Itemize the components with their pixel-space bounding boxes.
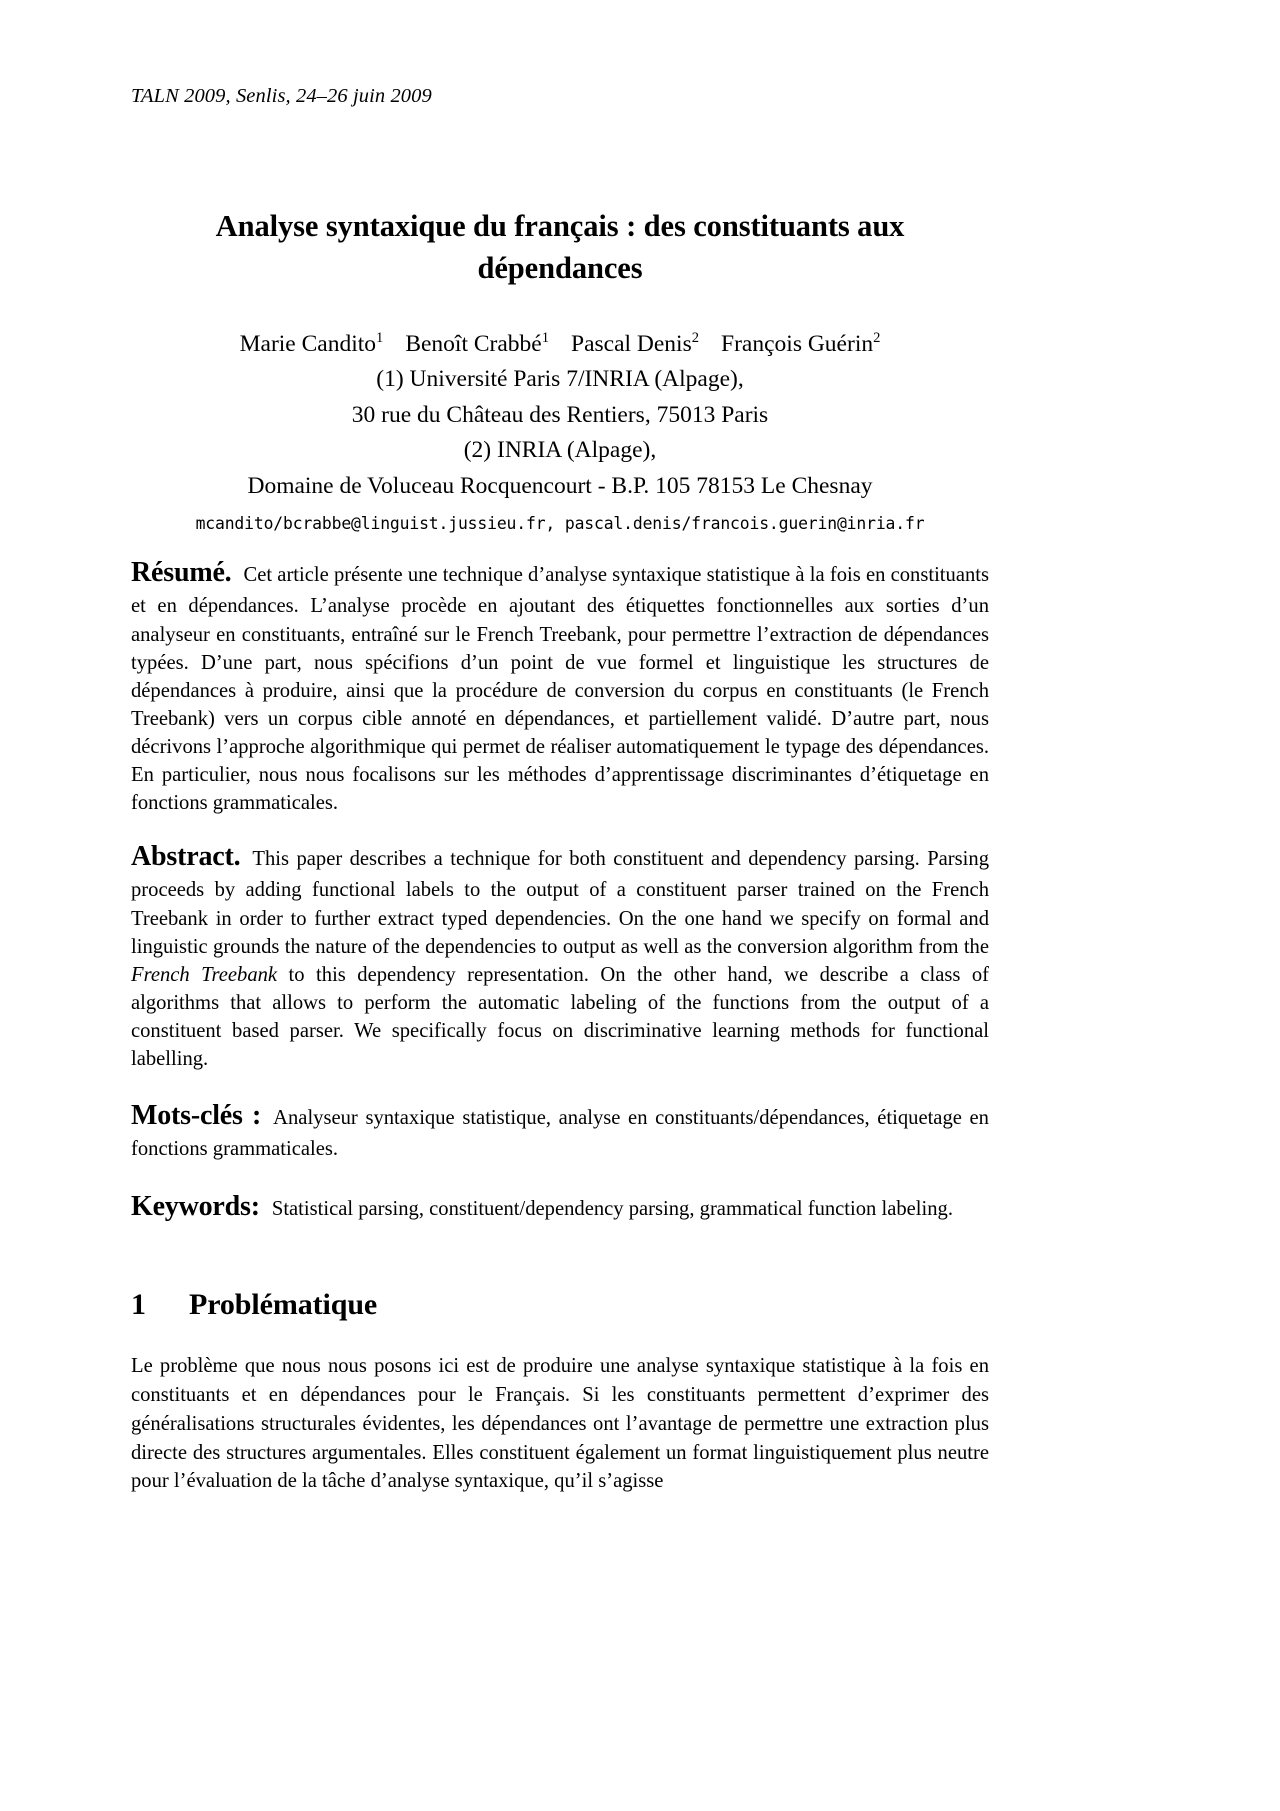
abstract-text-part-2: to this dependency representation. On the other hand, we describe a class of algorithms that allows to perform the automatic labeling of the functions from the output of a constituent based parser. We specifically focus on discriminative learning methods for functional labelling. <box>131 963 990 1071</box>
author-name-1: Marie Candito <box>239 330 377 357</box>
affiliation-line-1: (1) Université Paris 7/INRIA (Alpage), <box>376 366 744 393</box>
abstract-text-part-1: This paper describes a technique for both constituent and dependency parsing. Parsing proceeds by adding functional labels to the output of a constituent parser trained on the French Treebank in order to further extract typed dependencies. On the one hand we specify on formal and linguistic grounds the nature of the dependencies to output as well as the conversion algorithm from the <box>131 848 989 958</box>
page-title <box>131 205 989 289</box>
author-affiliation-mark-3: 2 <box>691 329 700 346</box>
author-emails: mcandito/bcrabbe@linguist.jussieu.fr, pascal.denis/francois.guerin@inria.fr <box>195 514 925 534</box>
abstract-label: Abstract. <box>131 841 241 873</box>
mots-cles-label: Mots-clés : <box>131 1100 262 1132</box>
author-affiliation-mark-4: 2 <box>873 329 881 346</box>
section-1-paragraph: Le problème que nous nous posons ici est de produire une analyse syntaxique statistique à la fois en constituants et en dépendances pour le Français. Si les constituants permettent d’exprimer des généralisations structurales évidentes, les dépendances ont l’avantage de permettre une extraction plus directe des structures argumentales. Elles constituent également un format linguistiquement plus neutre pour l’évaluation de la tâche d’analyse syntaxique, qu’il s’agisse <box>131 1354 989 1493</box>
mots-cles-text: Analyseur syntaxique statistique, analyse en constituants/dépendances, étiquetage en fonctions grammaticales. <box>131 1107 989 1161</box>
keywords-label: Keywords: <box>131 1190 260 1222</box>
resume-text: Cet article présente une technique d’analyse syntaxique statistique à la fois en constituants et en dépendances. L’analyse procède en ajoutant des étiquettes fonctionnelles aux sorties d’un analyseur en constituants, entraîné sur le French Treebank, pour permettre l’extraction de dépendances typées. D’une part, nous spécifions d’un point de vue formel et linguistique les structures de dépendances à produire, ainsi que la procédure de conversion du corpus en constituants (le French Treebank) vers un corpus cible annoté en dépendances, et partiellement validé. D’autre part, nous décrivons l’approche algorithmique qui permet de réaliser automatiquement le typage des dépendances. En particulier, nous nous focalisons sur les méthodes d’apprentissage discriminantes d’étiquetage en fonctions grammaticales. <box>131 564 989 815</box>
affiliation-line-3: (2) INRIA (Alpage), <box>463 437 657 464</box>
author-name-4: François Guérin <box>721 330 874 357</box>
section-title: Problématique <box>189 1287 378 1321</box>
resume-label: Résumé. <box>131 557 232 589</box>
page-content-column <box>131 0 989 1517</box>
author-affiliation-mark-2: 1 <box>541 329 549 346</box>
title-line-1: Analyse syntaxique du français : des constituants aux <box>215 208 905 243</box>
section-heading-1 <box>131 1288 989 1322</box>
author-affiliation-block <box>131 327 989 504</box>
author-affiliation-mark-1: 1 <box>376 329 384 346</box>
keywords-block <box>131 1188 989 1226</box>
author-name-3: Pascal Denis <box>571 330 692 357</box>
section-number: 1 <box>131 1287 146 1321</box>
running-head: TALN 2009, Senlis, 24–26 juin 2009 <box>131 85 432 107</box>
keywords-text: Statistical parsing, constituent/dependency parsing, grammatical function labeling. <box>271 1197 953 1220</box>
resume-block <box>131 554 989 817</box>
author-list <box>131 327 989 362</box>
affiliation-line-2: 30 rue du Château des Rentiers, 75013 Paris <box>351 401 769 428</box>
abstract-italic-term: French Treebank <box>131 963 278 986</box>
affiliation-line-4: Domaine de Voluceau Rocquencourt - B.P. 105 78153 Le Chesnay <box>247 472 873 499</box>
abstract-block <box>131 838 989 1073</box>
author-name-2: Benoît Crabbé <box>405 330 542 357</box>
title-line-2: dépendances <box>477 250 643 285</box>
mots-cles-block <box>131 1097 989 1163</box>
